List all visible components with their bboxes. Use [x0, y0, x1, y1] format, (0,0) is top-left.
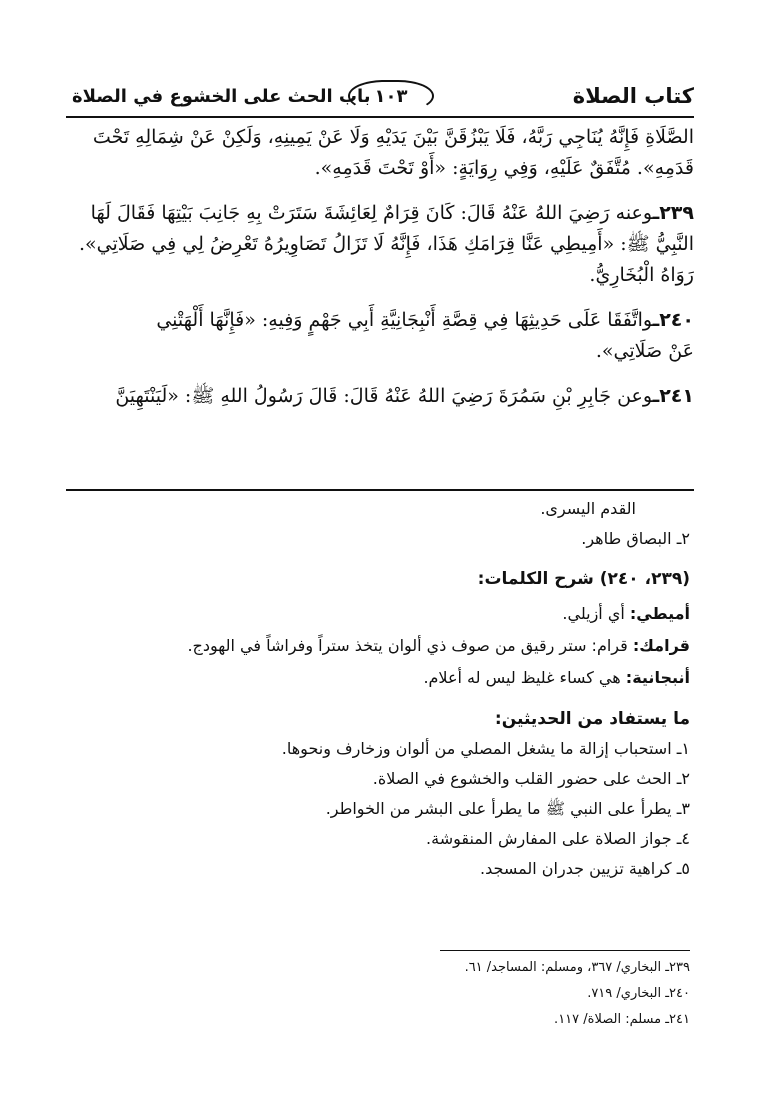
- section-divider: [66, 489, 694, 491]
- benefits-heading: ما يستفاد من الحديثين:: [494, 709, 690, 729]
- benefit-item: ٥ـ كراهية تزيين جدران المسجد.: [480, 859, 690, 878]
- chapter-title: باب الحث على الخشوع في الصلاة: [72, 85, 371, 107]
- commentary: [66, 494, 690, 884]
- note-line: ٢ـ البصاق طاهر.: [581, 529, 690, 548]
- hadith-line: قَدَمِهِ». مُتَّفَقٌ عَلَيْهِ، وَفِي رِوَايَةٍ: «أَوْ تَحْتَ قَدَمِهِ».: [314, 157, 694, 179]
- hadith-line: رَوَاهُ الْبُخَارِيُّ.: [589, 264, 694, 286]
- hadith-241: [66, 381, 694, 412]
- hadith-line: وعنه رَضِيَ اللهُ عَنْهُ قَالَ: كَانَ قِرَامٌ لِعَائِشَةَ سَتَرَتْ بِهِ جَانِبَ بَيْتِهَا فَقَالَ لَهَا: [90, 202, 653, 224]
- glossary-item: [66, 630, 690, 662]
- footnote: ٢٣٩ـ البخاري/ ٣٦٧، ومسلم: المساجد/ ٦١.: [464, 960, 690, 975]
- glossary-definition: هي كساء غليظ ليس له أعلام.: [423, 668, 621, 687]
- hadith-number: ٢٤٠ـ: [652, 309, 694, 331]
- glossary-definition: قرام: ستر رقيق من صوف ذي ألوان يتخذ ستراً وفراشاً في الهودج.: [187, 636, 628, 655]
- hadith-line: عَنْ صَلَاتِي».: [595, 340, 694, 362]
- footnote: ٢٤٠ـ البخاري/ ٧١٩.: [587, 986, 690, 1001]
- hadith-line: وعن جَابِرِ بْنِ سَمُرَةَ رَضِيَ اللهُ عَنْهُ قَالَ: قَالَ رَسُولُ اللهِ ﷺ: «لَيَنْتَهِيَنَّ: [115, 385, 653, 407]
- hadith-239: [66, 198, 694, 229]
- glossary-item: [66, 662, 690, 694]
- hadith-number: ٢٤١ـ: [652, 385, 694, 407]
- hadith-line: الصَّلَاةِ فَإِنَّهُ يُنَاجِي رَبَّهُ، فَلَا يَبْزُقَنَّ بَيْنَ يَدَيْهِ وَلَا عَنْ يَمِينِهِ، وَلَكِنْ عَنْ شِمَالِهِ تَحْتَ: [92, 126, 694, 148]
- benefit-item: ٢ـ الحث على حضور القلب والخشوع في الصلاة.: [372, 769, 690, 788]
- footnotes: [66, 955, 690, 1033]
- glossary-term: أميطي:: [629, 604, 690, 623]
- glossary: [66, 598, 690, 694]
- benefit-item: ٤ـ جواز الصلاة على المفارش المنقوشة.: [426, 829, 690, 848]
- footnote-divider: [440, 950, 690, 951]
- glossary-item: [66, 598, 690, 630]
- benefit-item: ١ـ استحباب إزالة ما يشغل المصلي من ألوان وزخارف ونحوها.: [281, 739, 690, 758]
- note-line: القدم اليسرى.: [540, 499, 636, 518]
- glossary-definition: أي أزيلي.: [562, 604, 625, 623]
- hadith-240: [66, 305, 694, 336]
- words-heading: [66, 564, 690, 594]
- glossary-term: قرامك:: [632, 636, 690, 655]
- benefit-item: ٣ـ يطرأ على النبي ﷺ ما يطرأ على البشر من الخواطر.: [325, 799, 690, 818]
- words-heading-numbers: (٢٣٩، ٢٤٠): [599, 569, 690, 589]
- hadith-line: واتَّفَقَا عَلَى حَدِيثِهَا فِي قِصَّةِ أَنْبِجَانِيَّةِ أَبِي جَهْمٍ وَفِيهِ: «فَإِنَّهَا أَلْهَتْنِي: [156, 309, 653, 331]
- hadith-line: النَّبِيُّ ﷺ: «أَمِيطِي عَنَّا قِرَامَكِ هَذَا، فَإِنَّهُ لَا تَزَالُ تَصَاوِيرُهُ تَعْرِضُ لِي فِي صَلَاتِي».: [79, 233, 694, 255]
- hadith-text: [66, 122, 694, 412]
- benefits-list: [66, 734, 690, 884]
- hadith-number: ٢٣٩ـ: [652, 202, 694, 224]
- page-number: ١٠٣: [348, 80, 434, 112]
- footnote: ٢٤١ـ مسلم: الصلاة/ ١١٧.: [554, 1012, 690, 1027]
- page-header: [66, 76, 694, 118]
- book-title: كتاب الصلاة: [572, 84, 694, 108]
- glossary-term: أنبجانية:: [625, 668, 690, 687]
- words-heading-label: شرح الكلمات:: [477, 569, 594, 589]
